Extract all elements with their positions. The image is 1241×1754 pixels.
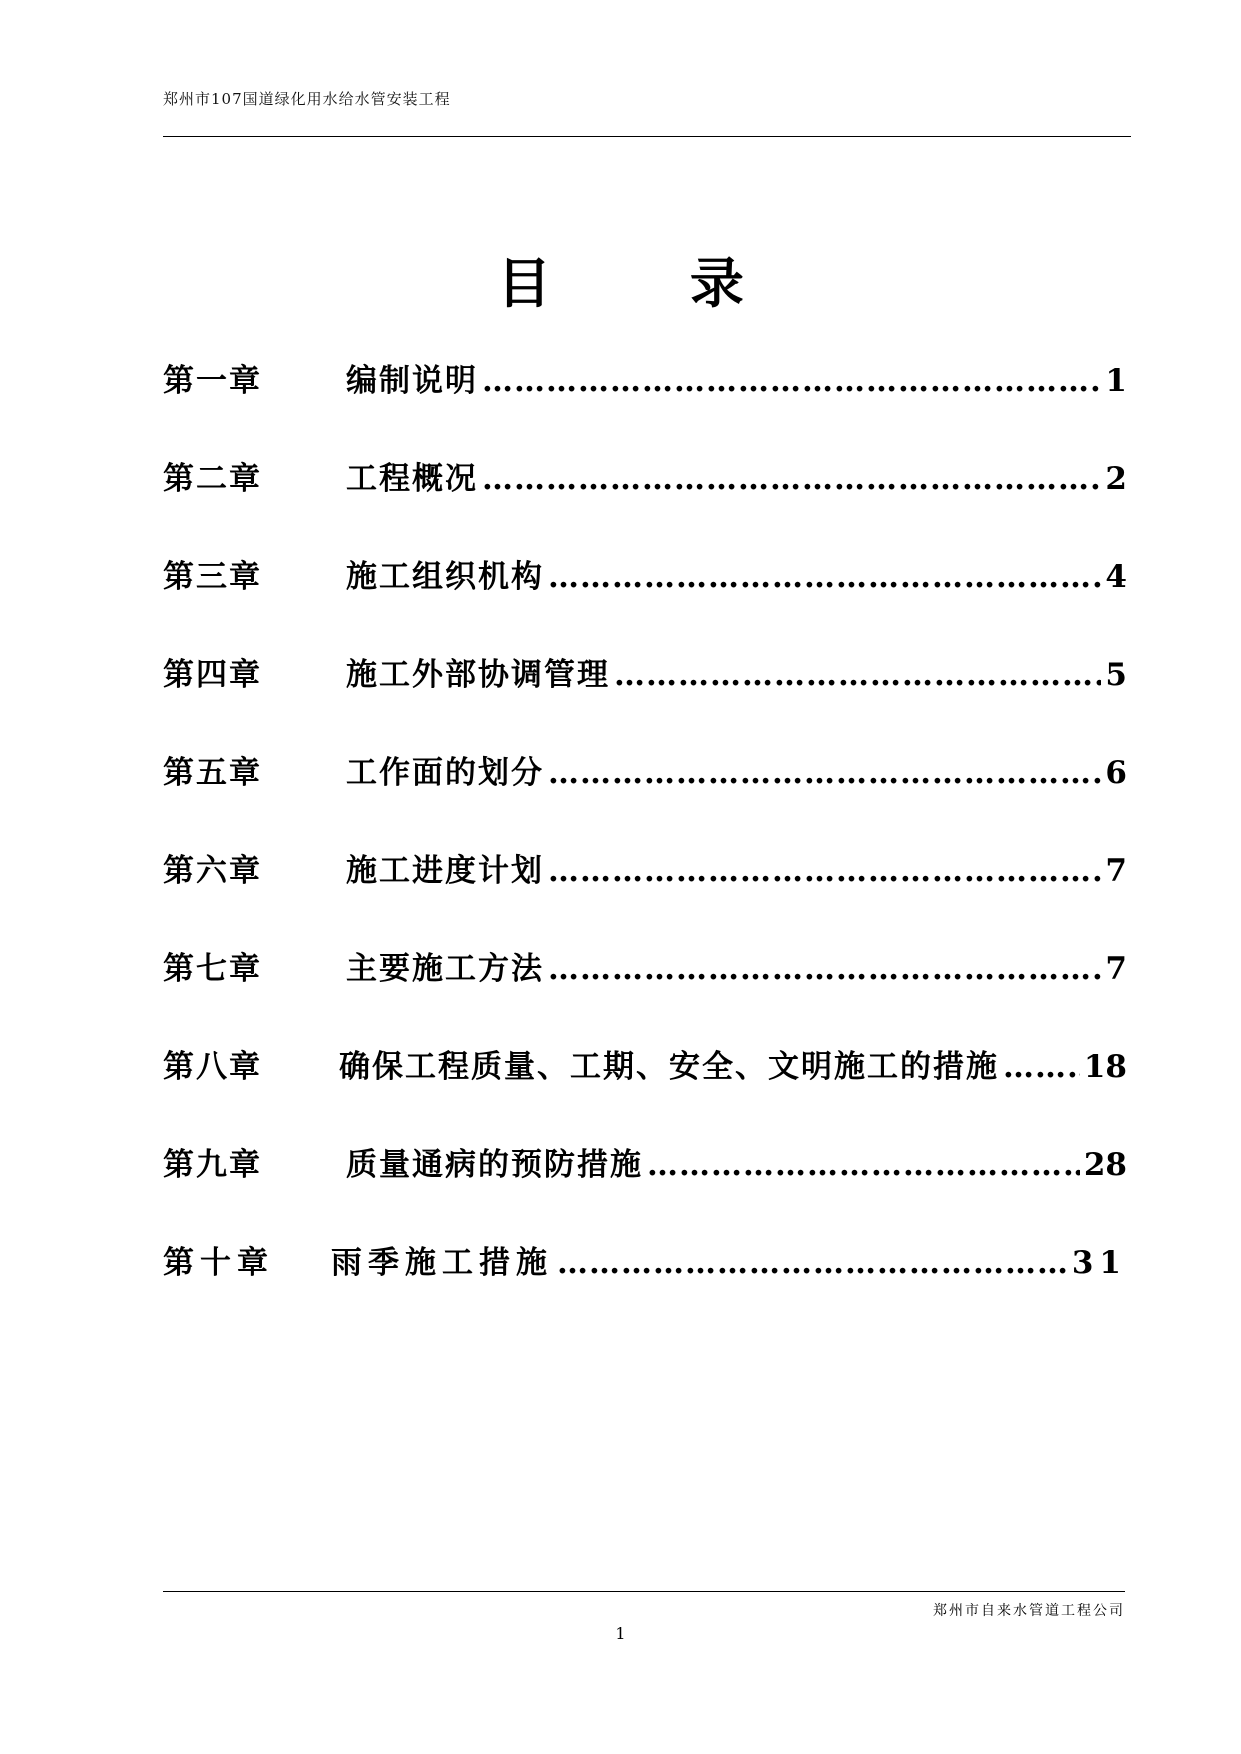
toc-chapter-label: 第七章: [163, 951, 262, 987]
toc-entry[interactable]: [163, 1042, 1127, 1140]
toc-entry[interactable]: [163, 356, 1127, 454]
toc-chapter-name: 主要施工方法: [346, 951, 544, 987]
toc-page-number: 1: [1105, 363, 1127, 399]
toc-chapter-label: 第十章: [163, 1245, 274, 1281]
toc-chapter-label: 第六章: [163, 853, 262, 889]
toc-leader-dots: [548, 552, 1101, 602]
toc-entry[interactable]: [163, 454, 1127, 552]
toc-page-number: 31: [1071, 1245, 1127, 1281]
toc-chapter-label: 第九章: [163, 1147, 262, 1183]
toc-chapter-name: 施工组织机构: [346, 559, 544, 595]
toc-entry[interactable]: [163, 1140, 1127, 1238]
toc-entry[interactable]: [163, 1238, 1127, 1336]
toc-page-number: 28: [1083, 1147, 1127, 1183]
toc-chapter-name: 工作面的划分: [346, 755, 544, 791]
page-number: 1: [615, 1624, 626, 1643]
toc-leader-dots: [614, 650, 1101, 700]
toc-chapter-label: 第八章: [163, 1049, 262, 1085]
toc-entry[interactable]: [163, 944, 1127, 1042]
toc-chapter-name: 施工进度计划: [346, 853, 544, 889]
toc-entry[interactable]: [163, 650, 1127, 748]
table-of-contents: [163, 356, 1127, 1336]
toc-chapter-name: 编制说明: [346, 363, 478, 399]
header-divider: [163, 136, 1131, 137]
toc-entry[interactable]: [163, 552, 1127, 650]
footer-company-name: 郑州市自来水管道工程公司: [933, 1603, 1125, 1619]
footer-divider: [163, 1591, 1125, 1592]
toc-entry[interactable]: [163, 748, 1127, 846]
toc-leader-dots: [557, 1238, 1068, 1288]
toc-leader-dots: [548, 748, 1101, 798]
toc-chapter-name: 施工外部协调管理: [346, 657, 610, 693]
toc-page-number: 2: [1105, 461, 1127, 497]
toc-page-number: 18: [1083, 1049, 1127, 1085]
toc-entry[interactable]: [163, 846, 1127, 944]
toc-chapter-label: 第一章: [163, 363, 262, 399]
toc-chapter-name: 工程概况: [346, 461, 478, 497]
toc-chapter-label: 第二章: [163, 461, 262, 497]
running-header: 郑州市107国道绿化用水给水管安装工程: [163, 90, 451, 108]
toc-page-number: 7: [1105, 853, 1127, 889]
toc-chapter-label: 第四章: [163, 657, 262, 693]
toc-chapter-label: 第三章: [163, 559, 262, 595]
toc-page-number: 4: [1105, 559, 1127, 595]
toc-chapter-name: 确保工程质量、工期、安全、文明施工的措施: [339, 1049, 999, 1085]
toc-page-number: 5: [1105, 657, 1127, 693]
toc-leader-dots: [482, 454, 1101, 504]
toc-leader-dots: [548, 944, 1101, 994]
toc-leader-dots: [1003, 1042, 1080, 1092]
toc-leader-dots: [548, 846, 1101, 896]
toc-leader-dots: [482, 356, 1101, 406]
toc-page-number: 6: [1105, 755, 1127, 791]
toc-chapter-name: 质量通病的预防措施: [346, 1147, 643, 1183]
toc-page-number: 7: [1105, 951, 1127, 987]
toc-title: 目 录: [497, 251, 804, 315]
toc-chapter-name: 雨季施工措施: [331, 1245, 553, 1281]
toc-chapter-label: 第五章: [163, 755, 262, 791]
toc-leader-dots: [647, 1140, 1080, 1190]
